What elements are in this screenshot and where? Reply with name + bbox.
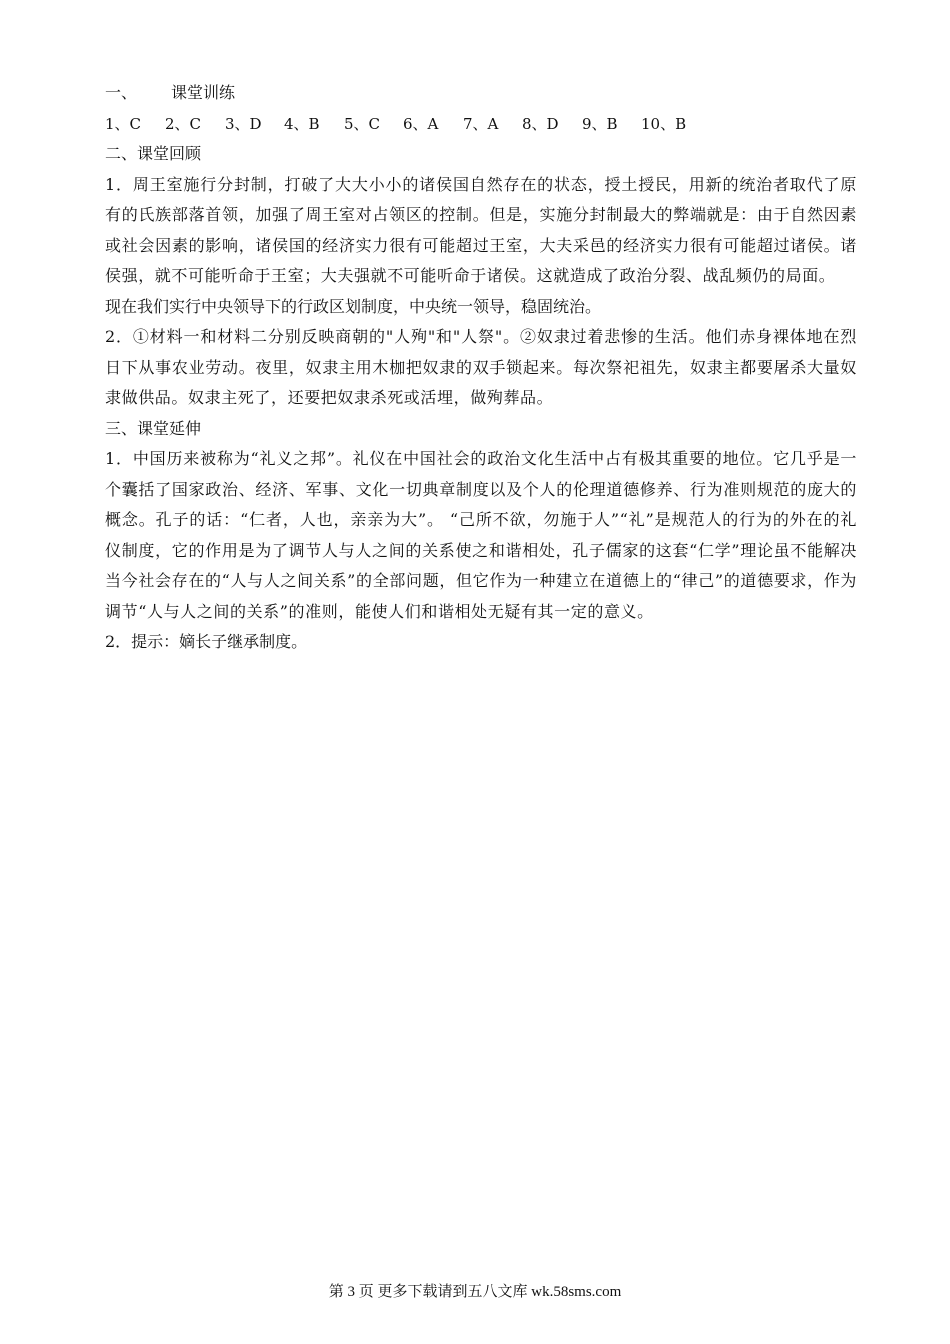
extension-paragraph-2: 2．提示：嫡长子继承制度。 bbox=[105, 632, 308, 651]
answer-item: 5、C bbox=[344, 114, 381, 133]
document-body bbox=[105, 78, 857, 658]
section-title: 课堂训练 bbox=[171, 83, 236, 102]
review-paragraph-1-note: 现在我们实行中央领导下的行政区划制度，中央统一领导，稳固统治。 bbox=[105, 296, 602, 316]
answer-list bbox=[105, 109, 857, 140]
section-heading-practice bbox=[105, 78, 857, 109]
review-paragraph-2: 2．①材料一和材料二分别反映商朝的"人殉"和"人祭"。②奴隶过着悲惨的生活。他们赤身裸体地在烈日下从事农业劳动。夜里，奴隶主用木枷把奴隶的双手锁起来。每次祭祀祖先，奴隶主都要屠杀大量奴隶做供品。奴隶主死了，还要把奴隶杀死或活埋，做殉葬品。 bbox=[105, 327, 857, 407]
answer-item: 8、D bbox=[522, 114, 559, 133]
answer-item: 10、B bbox=[641, 114, 687, 133]
extension-paragraph-1: 1．中国历来被称为“礼义之邦”。礼仪在中国社会的政治文化生活中占有极其重要的地位。它几乎是一个囊括了国家政治、经济、军事、文化一切典章制度以及个人的伦理道德修养、行为准则规范的庞大的概念。孔子的话：“仁者，人也，亲亲为大”。 “己所不欲，勿施于人”“礼”是规范人的行为的外在的礼仪制度，它的作用是为了调节人与人之间的关系使之和谐相处，孔子儒家的这套“仁学”理论虽不能解决当今社会存在的“人与人之间关系”的全部问题，但它作为一种建立在道德上的“律己”的道德要求，作为调节“人与人之间的关系”的准则，能使人们和谐相处无疑有其一定的意义。 bbox=[105, 449, 857, 621]
answer-item: 6、A bbox=[403, 114, 439, 133]
section-heading-review: 二、课堂回顾 bbox=[105, 144, 202, 163]
answer-item: 3、D bbox=[225, 114, 262, 133]
page-footer: 第 3 页 更多下载请到五八文库 wk.58sms.com bbox=[328, 1284, 622, 1300]
answer-item: 9、B bbox=[582, 114, 618, 133]
section-number: 一、 bbox=[105, 83, 138, 102]
answer-item: 4、B bbox=[284, 114, 320, 133]
answer-item: 1、C bbox=[105, 114, 142, 133]
answer-item: 2、C bbox=[165, 114, 202, 133]
review-paragraph-1: 1．周王室施行分封制，打破了大大小小的诸侯国自然存在的状态，授土授民，用新的统治者取代了原有的氏族部落首领，加强了周王室对占领区的控制。但是，实施分封制最大的弊端就是：由于自然因素或社会因素的影响，诸侯国的经济实力很有可能超过王室，大夫采邑的经济实力很有可能超过诸侯。诸侯强，就不可能听命于王室；大夫强就不可能听命于诸侯。这就造成了政治分裂、战乱频仍的局面。 bbox=[105, 174, 857, 285]
answer-item: 7、A bbox=[463, 114, 499, 133]
section-heading-extension: 三、课堂延伸 bbox=[105, 418, 202, 438]
